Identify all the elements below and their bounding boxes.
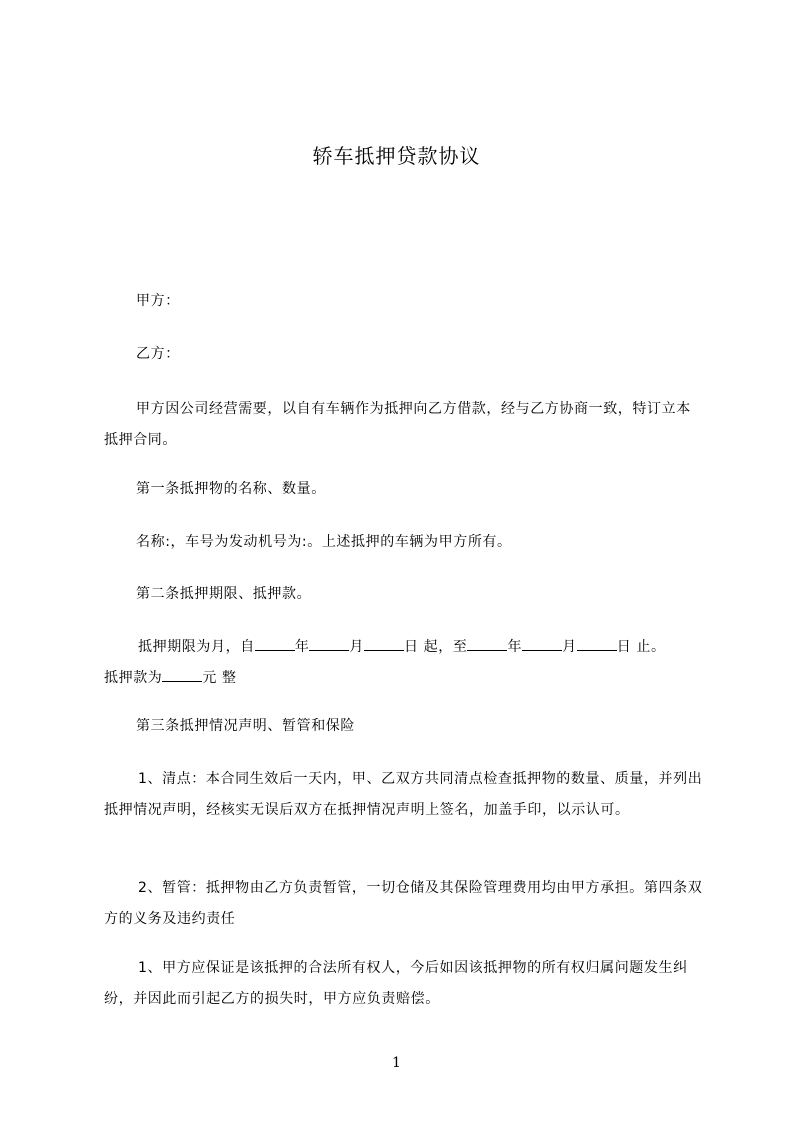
article-3-item-2: 2、暂管：抵押物由乙方负责暂管，一切仓储及其保险管理费用均由甲方承担。第四条双方的义务及违约责任: [104, 880, 703, 927]
article-2-text-month-end: 月: [562, 639, 577, 655]
article-2-text-year-end: 年: [507, 639, 523, 655]
blank-field: [162, 667, 202, 682]
article-3-heading: 第三条抵押情况声明、暂管和保险: [136, 718, 355, 734]
blank-field: [309, 636, 349, 651]
blank-field: [522, 636, 562, 651]
article-2-text-year: 年: [294, 639, 310, 655]
article-2-text-amount: 抵押款为: [104, 670, 163, 686]
article-2-body: [104, 632, 704, 694]
blank-field: [364, 636, 404, 651]
article-3-item-1: 1、清点：本合同生效后一天内，甲、乙双方共同清点检查抵押物的数量、质量，并列出抵押情况声明，经核实无误后双方在抵押情况声明上签名，加盖手印，以示认可。: [104, 771, 703, 818]
blank-field: [577, 636, 617, 651]
blank-field: [255, 636, 295, 651]
article-1-body: 名称:，车号为发动机号为:。上述抵押的车辆为甲方所有。: [136, 534, 512, 550]
article-2-heading: 第二条抵押期限、抵押款。: [136, 586, 312, 602]
article-1-heading: 第一条抵押物的名称、数量。: [136, 481, 326, 497]
document-title: 轿车抵押贷款协议: [312, 144, 481, 168]
article-2-text-day-end: 日 止。: [616, 639, 666, 655]
article-4-item-1: 1、甲方应保证是该抵押的合法所有权人，今后如因该抵押物的所有权归属问题发生纠纷，并因此而引起乙方的损失时，甲方应负责赔偿。: [104, 960, 688, 1007]
article-2-text-month: 月: [349, 639, 365, 655]
preamble-paragraph: 甲方因公司经营需要，以自有车辆作为抵押向乙方借款，经与乙方协商一致，特订立本抵押合同。: [104, 401, 691, 448]
party-a-label: 甲方：: [136, 293, 180, 309]
article-2-text-yuan: 元 整: [202, 670, 237, 686]
page-number: 1: [392, 1055, 401, 1071]
article-2-text-period: 抵押期限为月，自: [138, 639, 255, 655]
article-2-text-day-start: 日 起，至: [404, 639, 468, 655]
party-b-label: 乙方：: [136, 346, 180, 362]
blank-field: [467, 636, 507, 651]
